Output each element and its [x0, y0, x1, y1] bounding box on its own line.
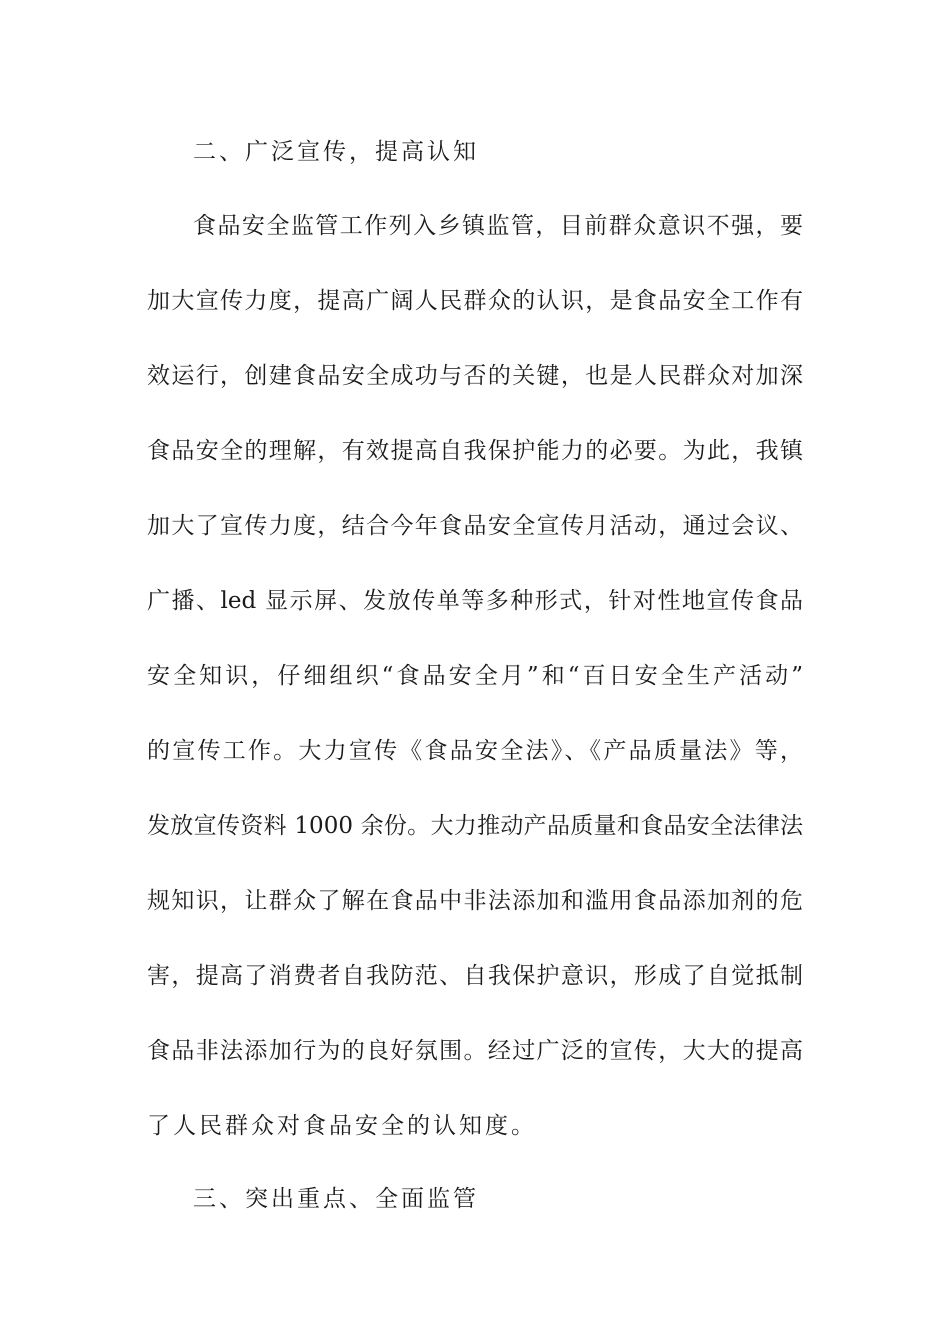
paragraph-line: 食品安全的理解，有效提高自我保护能力的必要。为此，我镇	[147, 438, 803, 464]
paragraph-line: 效运行，创建食品安全成功与否的关键，也是人民群众对加深	[147, 363, 803, 389]
paragraph-line: 发放宣传资料 1000 余份。大力推动产品质量和食品安全法律法	[147, 813, 803, 839]
paragraph-line: 广播、led 显示屏、发放传单等多种形式，针对性地宣传食品	[147, 588, 803, 614]
paragraph-line: 害，提高了消费者自我防范、自我保护意识，形成了自觉抵制	[147, 963, 803, 989]
section-heading-3: 三、突出重点、全面监管	[193, 1186, 479, 1212]
section-heading-2: 二、广泛宣传，提高认知	[193, 139, 479, 165]
paragraph-line: 了人民群众对食品安全的认知度。	[147, 1113, 537, 1139]
paragraph-line: 食品非法添加行为的良好氛围。经过广泛的宣传，大大的提高	[147, 1038, 803, 1064]
paragraph-line: 加大了宣传力度，结合今年食品安全宣传月活动，通过会议、	[147, 513, 803, 539]
paragraph-line: 食品安全监管工作列入乡镇监管，目前群众意识不强，要	[193, 213, 803, 239]
paragraph-line: 安全知识，仔细组织“食品安全月”和“百日安全生产活动”	[147, 663, 803, 689]
paragraph-line: 的宣传工作。大力宣传《食品安全法》、《产品质量法》等，	[147, 738, 803, 764]
paragraph-line: 规知识，让群众了解在食品中非法添加和滥用食品添加剂的危	[147, 888, 803, 914]
paragraph-line: 加大宣传力度，提高广阔人民群众的认识，是食品安全工作有	[147, 288, 803, 314]
